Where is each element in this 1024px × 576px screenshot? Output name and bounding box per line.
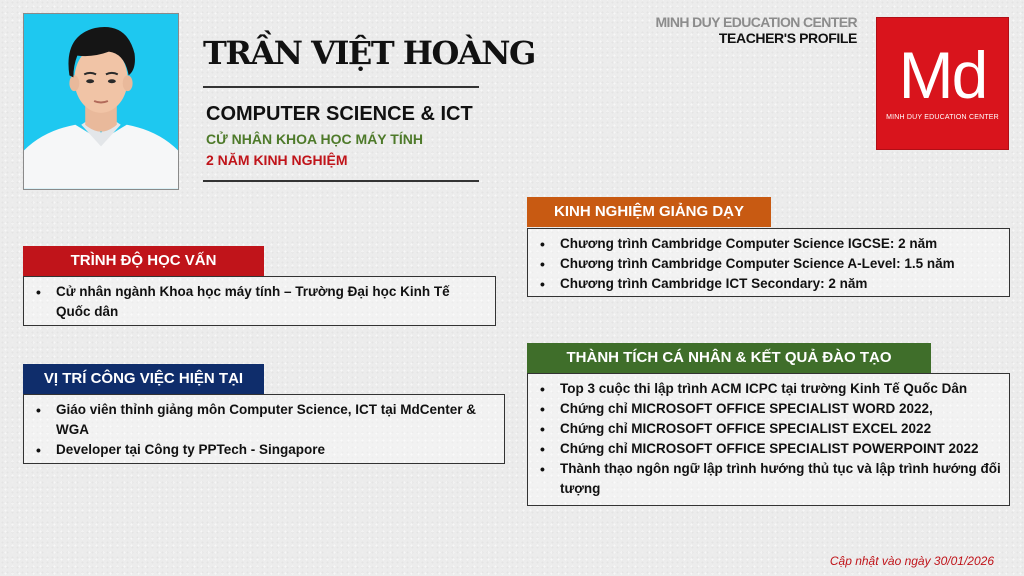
- update-note: Cập nhật vào ngày 30/01/2026: [829, 554, 994, 568]
- education-item: • Cử nhân ngành Khoa học máy tính – Trường Đại học Kinh Tế Quốc dân: [34, 282, 487, 322]
- teaching-subject: COMPUTER SCIENCE & ICT: [206, 103, 473, 125]
- profile-divider: [203, 180, 479, 182]
- achievements-box: [527, 373, 1010, 506]
- position-item: • Giáo viên thỉnh giảng môn Computer Science, ICT tại MdCenter & WGA: [34, 400, 496, 440]
- center-logo: [876, 17, 1009, 150]
- experience-item: • Chương trình Cambridge ICT Secondary: 2 năm: [538, 274, 1001, 294]
- teacher-photo: [23, 13, 179, 190]
- teacher-portrait-image: [24, 14, 178, 189]
- achievement-item: • Top 3 cuộc thi lập trình ACM ICPC tại trường Kinh Tế Quốc Dân: [538, 379, 1001, 399]
- center-name: MINH DUY EDUCATION CENTER: [655, 14, 857, 30]
- teacher-name: TRẦN VIỆT HOÀNG: [203, 34, 535, 72]
- achievements-list: [538, 379, 1001, 499]
- achievements-header: THÀNH TÍCH CÁ NHÂN & KẾT QUẢ ĐÀO TẠO: [527, 343, 931, 373]
- education-box: [23, 276, 496, 326]
- teaching-experience-box: [527, 228, 1010, 297]
- experience-item: • Chương trình Cambridge Computer Science A-Level: 1.5 năm: [538, 254, 1001, 274]
- achievement-item: • Thành thạo ngôn ngữ lập trình hướng thủ tục và lập trình hướng đối tượng: [538, 459, 1001, 499]
- teaching-experience-list: [538, 234, 1001, 294]
- experience-item: • Chương trình Cambridge Computer Science IGCSE: 2 năm: [538, 234, 1001, 254]
- degree-title: CỬ NHÂN KHOA HỌC MÁY TÍNH: [206, 131, 423, 147]
- years-experience: 2 NĂM KINH NGHIỆM: [206, 152, 348, 168]
- teaching-experience-header: KINH NGHIỆM GIẢNG DẠY: [527, 197, 771, 227]
- education-list: [34, 282, 487, 322]
- position-item: • Developer tại Công ty PPTech - Singapore: [34, 440, 496, 460]
- logo-subtitle: MINH DUY EDUCATION CENTER: [886, 114, 999, 121]
- logo-mark: Md: [898, 38, 987, 112]
- current-position-header: VỊ TRÍ CÔNG VIỆC HIỆN TẠI: [23, 364, 264, 394]
- current-position-list: [34, 400, 496, 460]
- education-header: TRÌNH ĐỘ HỌC VẤN: [23, 246, 264, 276]
- current-position-box: [23, 394, 505, 464]
- name-divider: [203, 86, 479, 88]
- achievement-item: • Chứng chỉ MICROSOFT OFFICE SPECIALIST EXCEL 2022: [538, 419, 1001, 439]
- achievement-item: • Chứng chỉ MICROSOFT OFFICE SPECIALIST WORD 2022,: [538, 399, 1001, 419]
- achievement-item: • Chứng chỉ MICROSOFT OFFICE SPECIALIST POWERPOINT 2022: [538, 439, 1001, 459]
- profile-label: TEACHER'S PROFILE: [718, 30, 857, 46]
